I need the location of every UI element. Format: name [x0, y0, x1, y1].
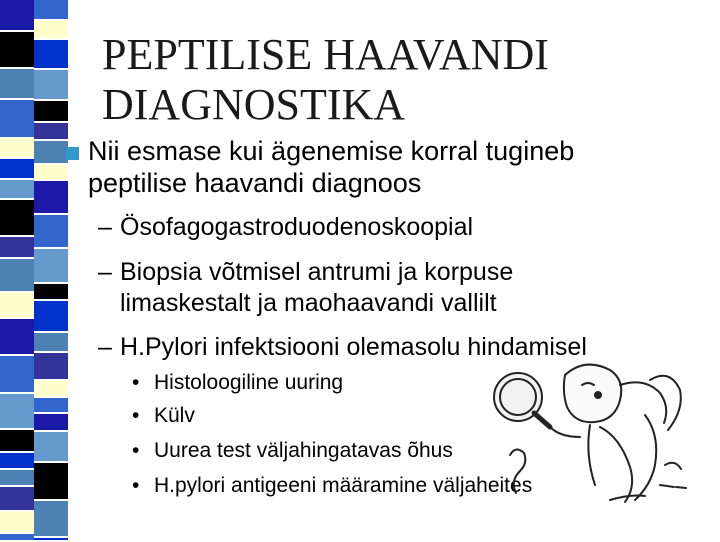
stripe-block: [34, 353, 68, 381]
stripe-block: [0, 237, 34, 259]
sub-item-text-continued: limaskestalt ja maohaavandi vallilt: [120, 289, 497, 317]
sub-sub-item: [132, 438, 453, 464]
detective-with-magnifier-icon: [470, 355, 700, 505]
sub-item: [98, 212, 698, 243]
slide-title: [102, 30, 662, 130]
sub-sub-item-text: H.pylori antigeeni määramine väljaheites: [154, 474, 533, 497]
stripe-block: [34, 40, 68, 70]
stripe-block: [34, 70, 68, 101]
title-line-2: DIAGNOSTIKA: [102, 80, 406, 129]
sub-item: [98, 257, 698, 319]
stripe-block: [34, 141, 68, 165]
stripe-block: [0, 139, 34, 159]
stripe-block: [0, 534, 34, 542]
sub-item-text: H.Pylori infektsiooni olemasolu hindamisel: [120, 333, 587, 361]
stripe-block: [34, 181, 68, 215]
stripe-block: [0, 512, 34, 534]
stripe-block: [0, 200, 34, 237]
sub-item-text: Ösofagogastroduodenoskoopial: [120, 213, 474, 241]
decorative-stripe: [0, 0, 72, 540]
stripe-block: [0, 100, 34, 139]
stripe-block: [0, 356, 34, 394]
stripe-block: [0, 453, 34, 470]
stripe-block: [34, 398, 68, 414]
main-bullet-line-2: peptilise haavandi diagnoos: [88, 168, 422, 198]
stripe-block: [0, 32, 34, 69]
sub-sub-item: [132, 370, 343, 396]
stripe-block: [0, 159, 34, 180]
stripe-block: [34, 381, 68, 398]
stripe-block: [0, 487, 34, 512]
stripe-block: [34, 21, 68, 40]
stripe-block: [0, 69, 34, 100]
stripe-block: [34, 101, 68, 123]
main-bullet-line-1: Nii esmase kui ägenemise korral tugineb: [88, 136, 575, 166]
stripe-block: [0, 180, 34, 200]
stripe-block: [34, 301, 68, 333]
main-bullet: [88, 135, 688, 199]
dot-marker: •: [132, 404, 140, 427]
stripe-block: [34, 538, 68, 542]
stripe-block: [0, 394, 34, 430]
sub-sub-item-text: Uurea test väljahingatavas õhus: [154, 439, 453, 462]
sub-item-text: Biopsia võtmisel antrumi ja korpuse: [120, 258, 514, 286]
stripe-block: [0, 0, 34, 32]
stripe-block: [0, 259, 34, 293]
dot-marker: •: [132, 371, 140, 394]
stripe-block: [34, 463, 68, 501]
dash-marker: –: [98, 213, 112, 241]
dot-marker: •: [132, 474, 140, 497]
stripe-block: [34, 414, 68, 432]
stripe-block: [0, 470, 34, 487]
stripe-block: [34, 123, 68, 141]
stripe-block: [0, 319, 34, 356]
stripe-block: [0, 293, 34, 319]
stripe-block: [0, 430, 34, 453]
stripe-block: [34, 249, 68, 284]
stripe-block: [34, 215, 68, 249]
dash-marker: –: [98, 258, 112, 286]
sub-sub-item-text: Külv: [154, 404, 195, 427]
stripe-block: [34, 432, 68, 463]
stripe-block: [34, 501, 68, 538]
sub-sub-item-text: Histoloogiline uuring: [154, 371, 344, 394]
stripe-block: [34, 284, 68, 301]
stripe-block: [34, 333, 68, 353]
title-line-1: PEPTILISE HAAVANDI: [102, 30, 549, 79]
dot-marker: •: [132, 439, 140, 462]
dash-marker: –: [98, 333, 112, 361]
stripe-block: [34, 165, 68, 181]
square-bullet-icon: [66, 147, 79, 160]
sub-sub-item: [132, 403, 195, 429]
stripe-block: [34, 0, 68, 21]
